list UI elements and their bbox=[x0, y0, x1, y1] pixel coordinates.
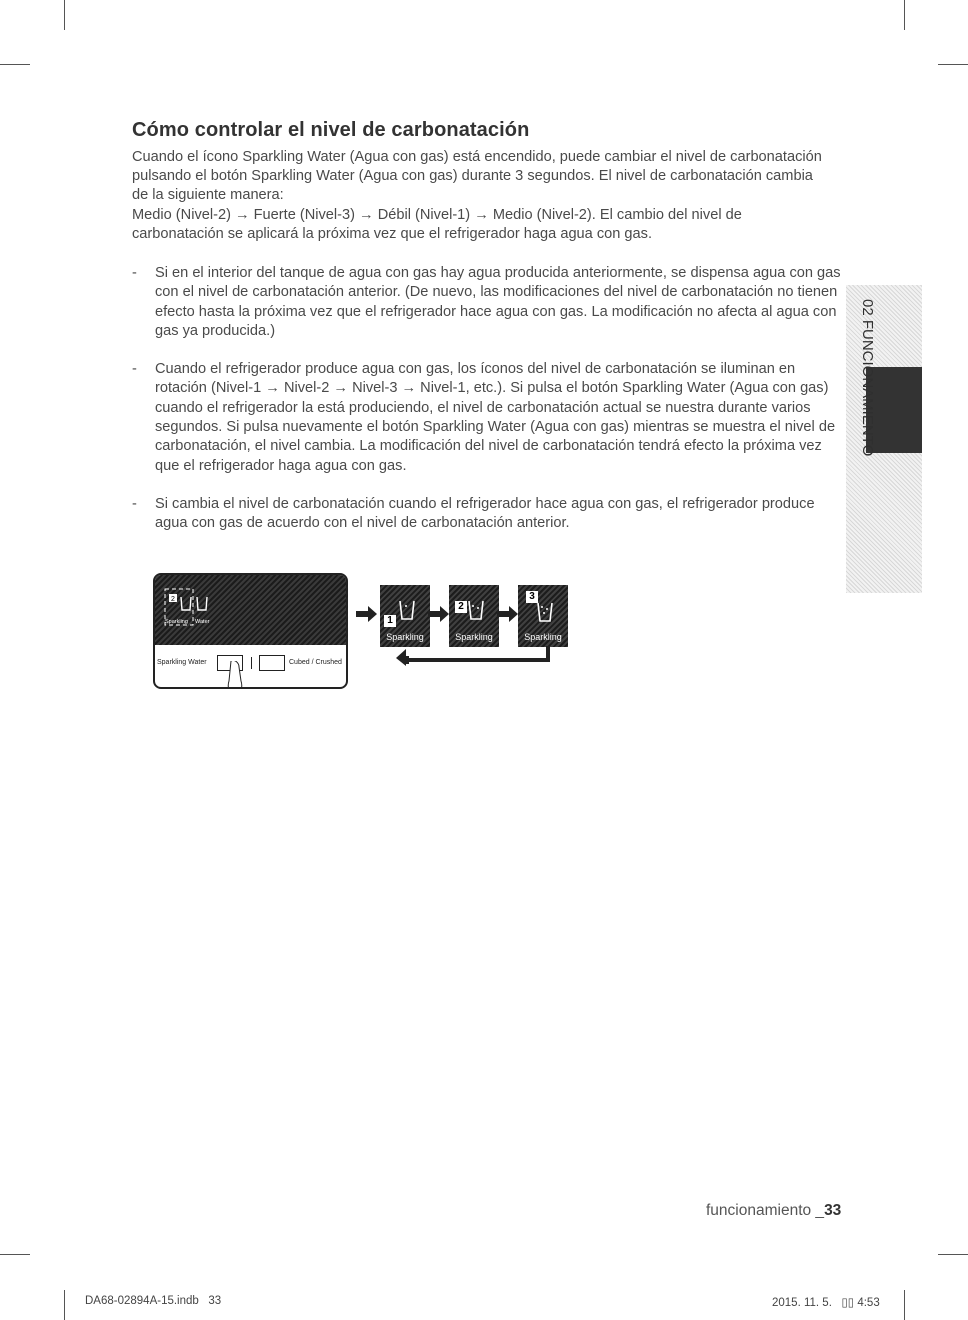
level-caption: Sparkling bbox=[455, 632, 493, 642]
bullet-text: Cuando el refrigerador produce agua con gas, los íconos del nivel de carbonatación se iluminan en rotación (Nivel-1 → Nivel-2 → Nivel-3 → Nivel-1, etc.). Si pulsa el botón Sparkling Water (Agua con gas) cuando el refrigerador la está produciendo, el nivel de carbonatación actual se nuestra durante varios segundos. Si pulsa nuevamente el botón Sparkling Water (Agua con gas) mientras se muestra el nivel de carbonatación, el nivel cambia. La modificación del nivel de carbonatación tendrá efecto la próxima vez que el refrigerador haga agua con gas. bbox=[155, 361, 836, 474]
intro-paragraph: Cuando el ícono Sparkling Water (Agua con gas) está encendido, puede cambiar el nivel de carbonatación pulsando el botón Sparkling Water (Agua con gas) durante 3 segundos. El nivel de carbonatación cambia de la siguiente manera: bbox=[132, 149, 822, 204]
bullet-list bbox=[132, 264, 850, 553]
bullet-item bbox=[132, 264, 850, 341]
panel-button-left-label: Sparkling Water bbox=[157, 659, 207, 666]
crop-mark bbox=[938, 64, 968, 65]
glass-icon bbox=[181, 597, 191, 610]
panel-screen-label-left: Sparkling bbox=[165, 619, 188, 625]
crop-mark bbox=[0, 1254, 30, 1255]
page-number: 33 bbox=[824, 1202, 842, 1219]
level-number: 2 bbox=[455, 601, 467, 613]
return-arrow-icon bbox=[394, 646, 554, 668]
bullet-item bbox=[132, 495, 850, 534]
svg-text:2: 2 bbox=[171, 596, 175, 603]
bullet-text: Si cambia el nivel de carbonatación cuando el refrigerador hace agua con gas, el refrigerador produce agua con gas de acuerdo con el nivel de carbonatación anterior. bbox=[155, 495, 815, 532]
bullet-marker: - bbox=[132, 361, 137, 378]
finger-press-icon bbox=[225, 661, 255, 689]
crop-mark bbox=[938, 1254, 968, 1255]
control-panel-illustration bbox=[153, 573, 348, 689]
print-file-info: DA68-02894A-15.indb 33 bbox=[85, 1295, 222, 1307]
cubed-crushed-button[interactable] bbox=[259, 655, 285, 671]
glass-icon bbox=[518, 595, 568, 635]
bullet-text: Si en el interior del tanque de agua con gas hay agua producida anteriormente, se dispensa agua con gas con el nivel de carbonatación anterior. (De nuevo, las modificaciones del nivel de carbonatación no tienen efecto hasta la próxima vez que el refrigerador hace agua con gas. La modificación no afecta al agua con gas ya producida.) bbox=[155, 265, 841, 339]
carbonation-level-1 bbox=[380, 585, 430, 647]
panel-display-graphic bbox=[155, 575, 346, 645]
panel-button-row bbox=[155, 647, 346, 687]
crop-mark bbox=[64, 0, 65, 30]
chapter-tab-text: 02 FUNCIONAMIENTO bbox=[859, 299, 876, 457]
page-footer bbox=[706, 1202, 841, 1220]
bullet-item bbox=[132, 360, 850, 476]
glass-icon bbox=[197, 597, 207, 610]
footer-section-name: funcionamiento _ bbox=[706, 1202, 825, 1219]
panel-button-right-label: Cubed / Crushed bbox=[289, 659, 342, 666]
panel-screen-label-right: Water bbox=[195, 619, 210, 625]
panel-display bbox=[155, 575, 346, 645]
glass-icon bbox=[449, 593, 499, 633]
level-number: 1 bbox=[384, 615, 396, 627]
level-caption: Sparkling bbox=[386, 632, 424, 642]
level-number: 3 bbox=[526, 591, 538, 603]
carbonation-level-2 bbox=[449, 585, 499, 647]
bullet-marker: - bbox=[132, 265, 137, 281]
level-caption: Sparkling bbox=[524, 632, 562, 642]
print-date-info: 2015. 11. 5. ▯▯ 4:53 bbox=[772, 1297, 880, 1309]
right-arrow-icon bbox=[497, 605, 519, 623]
glass-icon bbox=[380, 593, 430, 633]
intro-paragraph: Medio (Nivel-2) → Fuerte (Nivel-3) → Débil (Nivel-1) → Medio (Nivel-2). El cambio del nivel de carbonatación se aplicará la próxima vez que el refrigerador haga agua con gas. bbox=[132, 206, 742, 242]
chapter-side-tab bbox=[846, 285, 922, 593]
intro-text bbox=[132, 148, 832, 244]
chapter-tab-label bbox=[846, 285, 922, 593]
right-arrow-icon bbox=[428, 605, 450, 623]
crop-mark bbox=[904, 1290, 905, 1320]
crop-mark bbox=[904, 0, 905, 30]
carbonation-level-3 bbox=[518, 585, 568, 647]
crop-mark bbox=[64, 1290, 65, 1320]
crop-mark bbox=[0, 64, 30, 65]
bullet-marker: - bbox=[132, 495, 137, 512]
section-title: Cómo controlar el nivel de carbonatación bbox=[132, 119, 530, 141]
right-arrow-icon bbox=[356, 605, 378, 623]
